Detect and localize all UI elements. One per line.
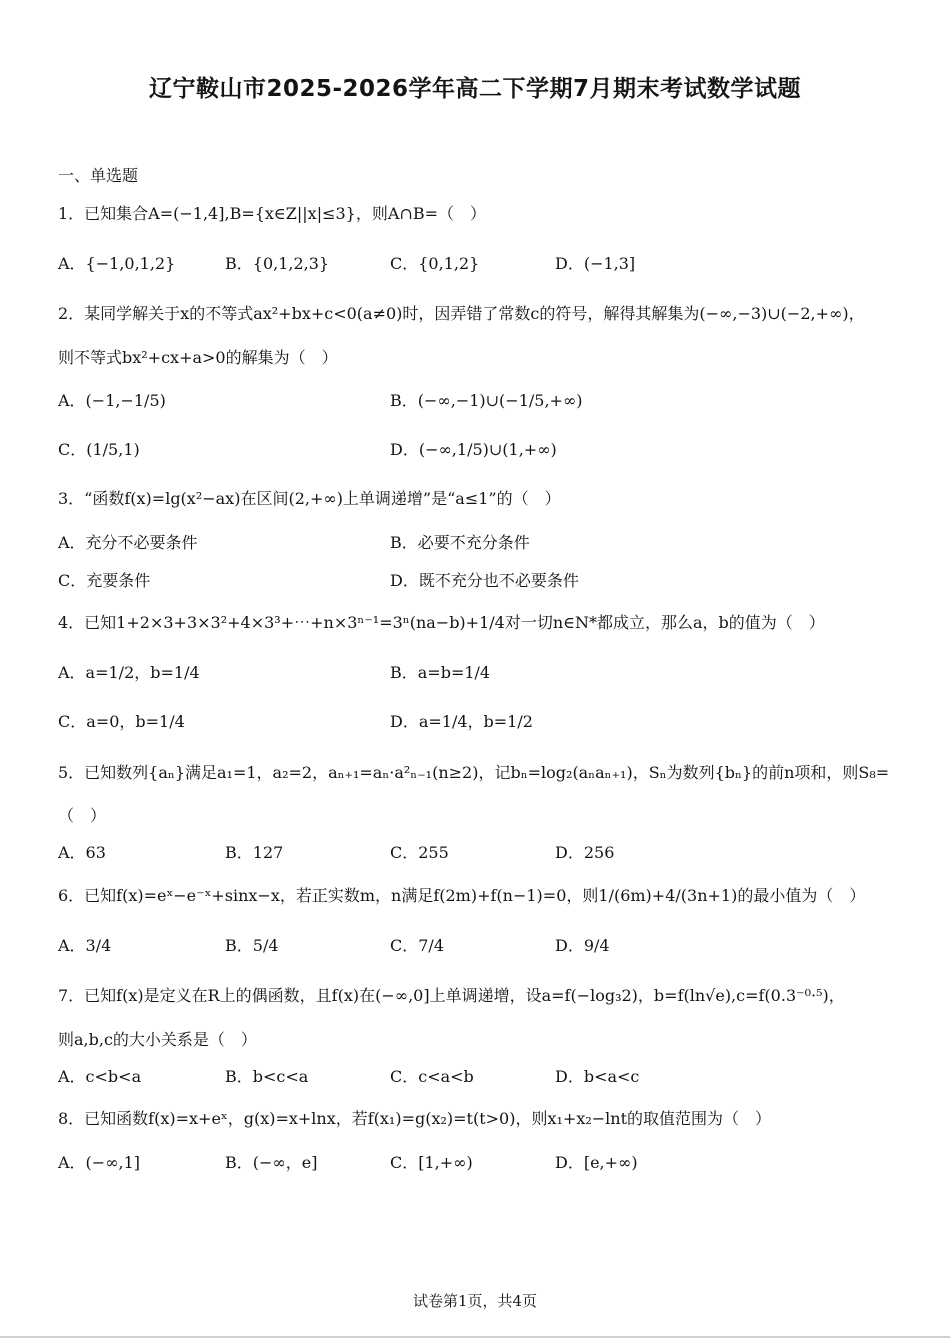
question-1-stem: 1．已知集合A=(−1,4],B={x∈Z||x|≤3}，则A∩B=（ ） <box>58 204 486 223</box>
q5-option-a: A．63 <box>58 843 106 862</box>
q7-option-c: C．c<a<b <box>390 1067 474 1086</box>
bottom-rule <box>0 1336 950 1338</box>
q2-option-c: C．(1/5,1) <box>58 440 140 459</box>
q5-option-b: B．127 <box>225 843 284 862</box>
question-4-stem: 4．已知1+2×3+3×3²+4×3³+⋯+n×3ⁿ⁻¹=3ⁿ(na−b)+1/4对一切n∈N*都成立，那么a，b的值为（ ） <box>58 613 825 632</box>
q3-option-d: D．既不充分也不必要条件 <box>390 571 579 590</box>
q2-option-d: D．(−∞,1/5)∪(1,+∞) <box>390 440 557 459</box>
question-2-stem: 2．某同学解关于x的不等式ax²+bx+c<0(a≠0)时，因弄错了常数c的符号，解得其解集为(−∞,−3)∪(−2,+∞)， <box>58 304 865 323</box>
question-5-stem-cont: （ ） <box>58 806 107 825</box>
q4-option-c: C．a=0，b=1/4 <box>58 712 185 731</box>
q3-option-b: B．必要不充分条件 <box>390 533 530 552</box>
question-8-stem: 8．已知函数f(x)=x+eˣ，g(x)=x+lnx，若f(x₁)=g(x₂)=t(t>0)，则x₁+x₂−lnt的取值范围为（ ） <box>58 1109 772 1128</box>
q6-option-b: B．5/4 <box>225 936 279 955</box>
q4-option-a: A．a=1/2，b=1/4 <box>58 663 200 682</box>
q4-option-d: D．a=1/4，b=1/2 <box>390 712 533 731</box>
q3-option-a: A．充分不必要条件 <box>58 533 198 552</box>
q2-option-a: A．(−1,−1/5) <box>58 391 166 410</box>
page-footer: 试卷第1页，共4页 <box>412 1292 538 1310</box>
q2-option-b: B．(−∞,−1)∪(−1/5,+∞) <box>390 391 583 410</box>
q1-option-c: C．{0,1,2} <box>390 254 480 273</box>
question-7-stem: 7．已知f(x)是定义在R上的偶函数，且f(x)在(−∞,0]上单调递增，设a=f(−log₃2)，b=f(ln√e),c=f(0.3⁻⁰·⁵)， <box>58 986 845 1005</box>
q7-option-b: B．b<c<a <box>225 1067 309 1086</box>
q6-option-a: A．3/4 <box>58 936 112 955</box>
q3-option-c: C．充要条件 <box>58 571 151 590</box>
q1-option-d: D．(−1,3] <box>555 254 636 273</box>
q8-option-c: C．[1,+∞) <box>390 1153 473 1172</box>
section-heading: 一、单选题 <box>58 166 139 185</box>
q8-option-b: B．(−∞，e] <box>225 1153 318 1172</box>
q6-option-c: C．7/4 <box>390 936 444 955</box>
q1-option-a: A．{−1,0,1,2} <box>58 254 176 273</box>
page-title: 辽宁鞍山市2025-2026学年高二下学期7月期末考试数学试题 <box>148 76 802 102</box>
question-3-stem: 3．“函数f(x)=lg(x²−ax)在区间(2,+∞)上单调递增”是“a≤1”的（ ） <box>58 489 561 508</box>
q7-option-d: D．b<a<c <box>555 1067 640 1086</box>
q5-option-d: D．256 <box>555 843 615 862</box>
q1-option-b: B．{0,1,2,3} <box>225 254 330 273</box>
question-2-stem-cont: 则不等式bx²+cx+a>0的解集为（ ） <box>58 348 338 367</box>
q6-option-d: D．9/4 <box>555 936 610 955</box>
q8-option-a: A．(−∞,1] <box>58 1153 141 1172</box>
q8-option-d: D．[e,+∞) <box>555 1153 638 1172</box>
question-6-stem: 6．已知f(x)=eˣ−e⁻ˣ+sinx−x，若正实数m，n满足f(2m)+f(n−1)=0，则1/(6m)+4/(3n+1)的最小值为（ ） <box>58 886 866 905</box>
question-7-stem-cont: 则a,b,c的大小关系是（ ） <box>58 1030 257 1049</box>
q5-option-c: C．255 <box>390 843 449 862</box>
q4-option-b: B．a=b=1/4 <box>390 663 491 682</box>
question-5-stem: 5．已知数列{aₙ}满足a₁=1，a₂=2，aₙ₊₁=aₙ·a²ₙ₋₁(n≥2)，记bₙ=log₂(aₙaₙ₊₁)，Sₙ为数列{bₙ}的前n项和，则S₈= <box>58 763 890 782</box>
q7-option-a: A．c<b<a <box>58 1067 142 1086</box>
